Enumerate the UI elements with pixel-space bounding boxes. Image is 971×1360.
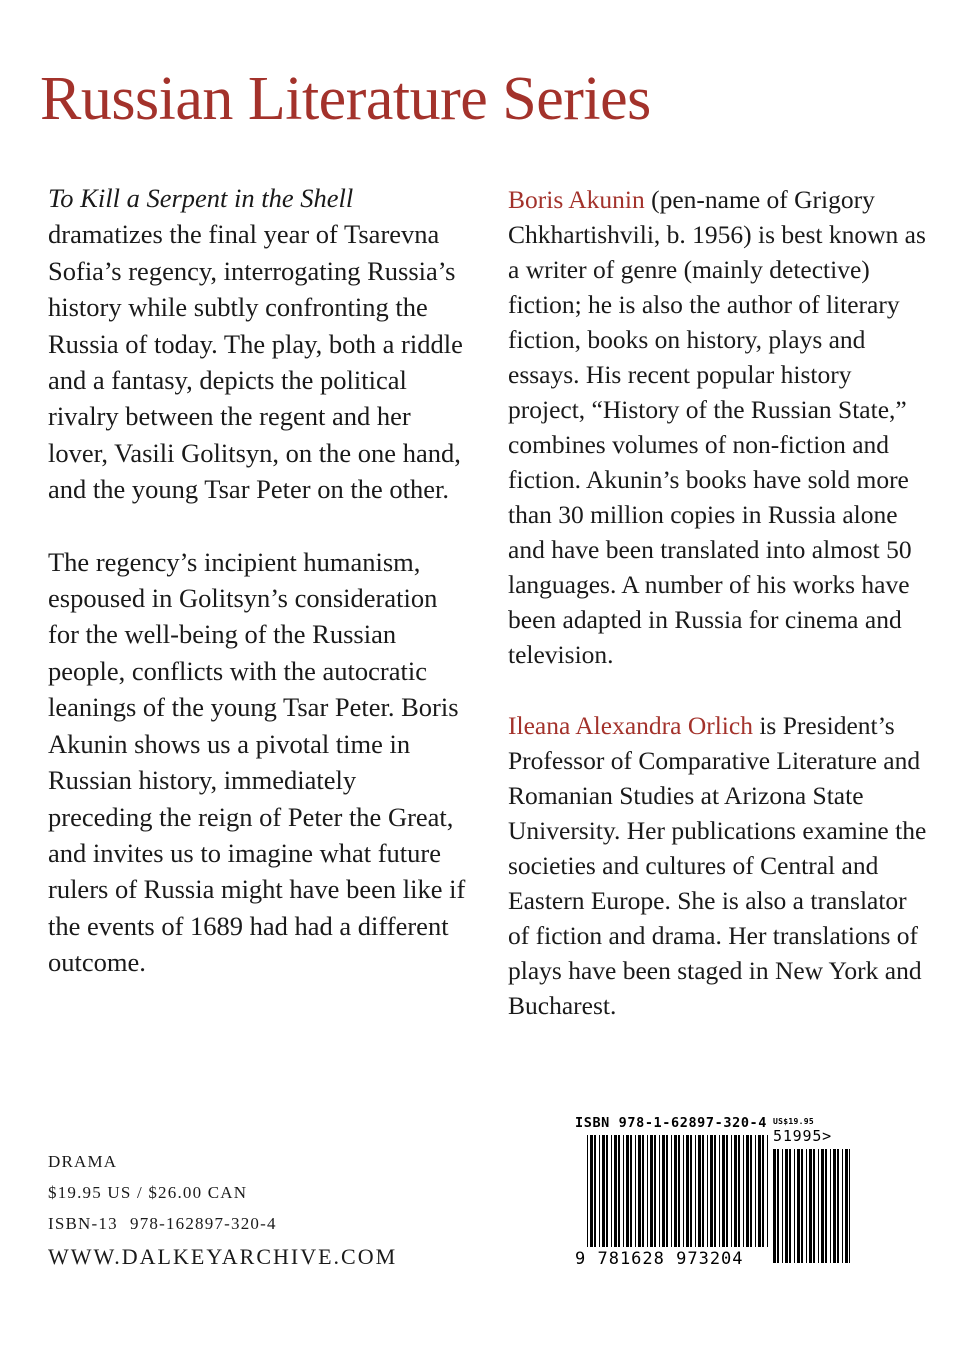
barcode-bar bbox=[602, 1135, 605, 1247]
barcode-bar bbox=[762, 1135, 764, 1247]
barcode-bar bbox=[830, 1149, 831, 1263]
author-bio bbox=[508, 182, 928, 672]
description-paragraph-2: The regency’s incipient humanism, espoused in Golitsyn’s consideration for the well-being of the Russian people, conflicts with the autocratic leanings of the young Tsar Peter. Boris Akunin shows us a pivotal time in Russian history, immediately preceding the reign of Peter the Great, and invites us to imagine what future rulers of Russia might have been like if the events of 1689 had had a different outcome. bbox=[48, 546, 466, 978]
barcode-bar bbox=[821, 1149, 824, 1263]
barcode-bar bbox=[785, 1149, 788, 1263]
barcode-bar bbox=[809, 1149, 812, 1263]
barcode-bar bbox=[590, 1135, 593, 1247]
barcode-bar bbox=[594, 1135, 596, 1247]
barcode-bar bbox=[683, 1135, 684, 1247]
barcode-bar bbox=[813, 1149, 815, 1263]
book-title: To Kill a Serpent in the Shell bbox=[48, 183, 354, 213]
barcode-bar bbox=[806, 1149, 807, 1263]
isbn-value: 978-162897-320-4 bbox=[130, 1214, 277, 1233]
barcode-bar bbox=[647, 1135, 648, 1247]
barcode-bar bbox=[734, 1135, 737, 1247]
barcode-bar bbox=[722, 1135, 725, 1247]
barcode-bar bbox=[662, 1135, 665, 1247]
barcode-bar bbox=[630, 1135, 632, 1247]
author-bio-text: (pen-name of Grigory Chkhartishvili, b. 1956) is best known as a writer of genre (mainly detective) fiction; he is also the author of literary fiction, books on history, plays and essays. His recent popular history project, “History of the Russian State,” combines volumes of non-fiction and fiction. Akunin’s books have sold more than 30 million copies in Russia alone and have been translated into almost 50 languages. A number of his works have been adapted in Russia for cinema and television. bbox=[508, 185, 926, 669]
barcode-bar bbox=[587, 1135, 588, 1247]
book-description bbox=[48, 180, 466, 981]
barcode-bar bbox=[777, 1149, 779, 1263]
barcode-bar bbox=[698, 1135, 701, 1247]
barcode-bar bbox=[755, 1135, 756, 1247]
barcode-bar bbox=[842, 1149, 843, 1263]
barcode bbox=[575, 1115, 875, 1275]
barcode-bar bbox=[642, 1135, 644, 1247]
isbn-label: ISBN-13 bbox=[48, 1214, 118, 1233]
author-name: Boris Akunin bbox=[508, 185, 645, 214]
barcode-bar bbox=[710, 1135, 713, 1247]
barcode-bar bbox=[659, 1135, 660, 1247]
barcode-bar bbox=[707, 1135, 708, 1247]
barcode-bar bbox=[833, 1149, 836, 1263]
barcode-bar bbox=[650, 1135, 653, 1247]
barcode-bar bbox=[750, 1135, 752, 1247]
barcode-bar bbox=[849, 1149, 850, 1263]
barcode-bar bbox=[702, 1135, 704, 1247]
barcode-price-code: US$19.95 bbox=[773, 1117, 814, 1126]
barcode-bar bbox=[789, 1149, 791, 1263]
barcode-bar bbox=[837, 1149, 839, 1263]
barcode-bar bbox=[818, 1149, 819, 1263]
website-link[interactable]: WWW.DALKEYARCHIVE.COM bbox=[48, 1244, 398, 1269]
barcode-bar bbox=[726, 1135, 728, 1247]
description-paragraph-1-text: dramatizes the final year of Tsarevna Sofia’s regency, interrogating Russia’s history while subtly confronting the Russia of today. The play, both a riddle and a fantasy, depicts the political rivalry between the regent and her lover, Vasili Golitsyn, on the one hand, and the young Tsar Peter on the other. bbox=[48, 219, 463, 505]
translator-bio bbox=[508, 708, 928, 1023]
author-bio-paragraph bbox=[508, 182, 928, 672]
barcode-bar bbox=[690, 1135, 692, 1247]
barcode-bar bbox=[825, 1149, 827, 1263]
barcode-bar bbox=[666, 1135, 668, 1247]
barcode-bar bbox=[626, 1135, 629, 1247]
barcode-bar bbox=[719, 1135, 720, 1247]
barcode-bar bbox=[623, 1135, 624, 1247]
barcode-bar bbox=[731, 1135, 732, 1247]
barcode-bar bbox=[738, 1135, 740, 1247]
barcode-bar bbox=[674, 1135, 677, 1247]
barcode-bar bbox=[801, 1149, 803, 1263]
barcode-bar bbox=[714, 1135, 716, 1247]
barcode-bar bbox=[686, 1135, 689, 1247]
barcode-bar bbox=[635, 1135, 636, 1247]
barcode-bar bbox=[611, 1135, 612, 1247]
publishing-info bbox=[48, 1146, 397, 1275]
barcode-bar bbox=[743, 1135, 744, 1247]
barcode-bar bbox=[618, 1135, 620, 1247]
barcode-bar bbox=[671, 1135, 672, 1247]
barcode-bar bbox=[606, 1135, 608, 1247]
barcode-bar bbox=[767, 1135, 768, 1247]
barcode-bar bbox=[614, 1135, 617, 1247]
isbn-line bbox=[48, 1208, 397, 1239]
barcode-bar bbox=[695, 1135, 696, 1247]
barcode-addon-digits: 51995> bbox=[773, 1127, 832, 1145]
barcode-bar bbox=[773, 1149, 776, 1263]
barcode-bar bbox=[794, 1149, 795, 1263]
barcode-bar bbox=[845, 1149, 848, 1263]
genre-label: DRAMA bbox=[48, 1152, 118, 1171]
barcode-bar bbox=[782, 1149, 783, 1263]
barcode-bar bbox=[797, 1149, 800, 1263]
barcode-bar bbox=[746, 1135, 749, 1247]
barcode-ean-digits: 9 781628 973204 bbox=[575, 1249, 744, 1269]
translator-name: Ileana Alexandra Orlich bbox=[508, 711, 753, 740]
price-label: $19.95 US / $26.00 CAN bbox=[48, 1183, 248, 1202]
description-paragraph-1 bbox=[48, 180, 466, 508]
barcode-bar bbox=[638, 1135, 641, 1247]
barcode-bar bbox=[654, 1135, 656, 1247]
translator-bio-text: is President’s Professor of Comparative Literature and Romanian Studies at Arizona State University. Her publications examine the societies and cultures of Central and Eastern Europe. She is also a translator of fiction and drama. Her translations of plays have been staged in New York and Bucharest. bbox=[508, 711, 927, 1020]
series-title: Russian Literature Series bbox=[40, 65, 651, 133]
barcode-bar bbox=[758, 1135, 761, 1247]
barcode-isbn-text: ISBN 978-1-62897-320-4 bbox=[575, 1115, 768, 1131]
barcode-bar bbox=[599, 1135, 600, 1247]
barcode-bar bbox=[678, 1135, 680, 1247]
